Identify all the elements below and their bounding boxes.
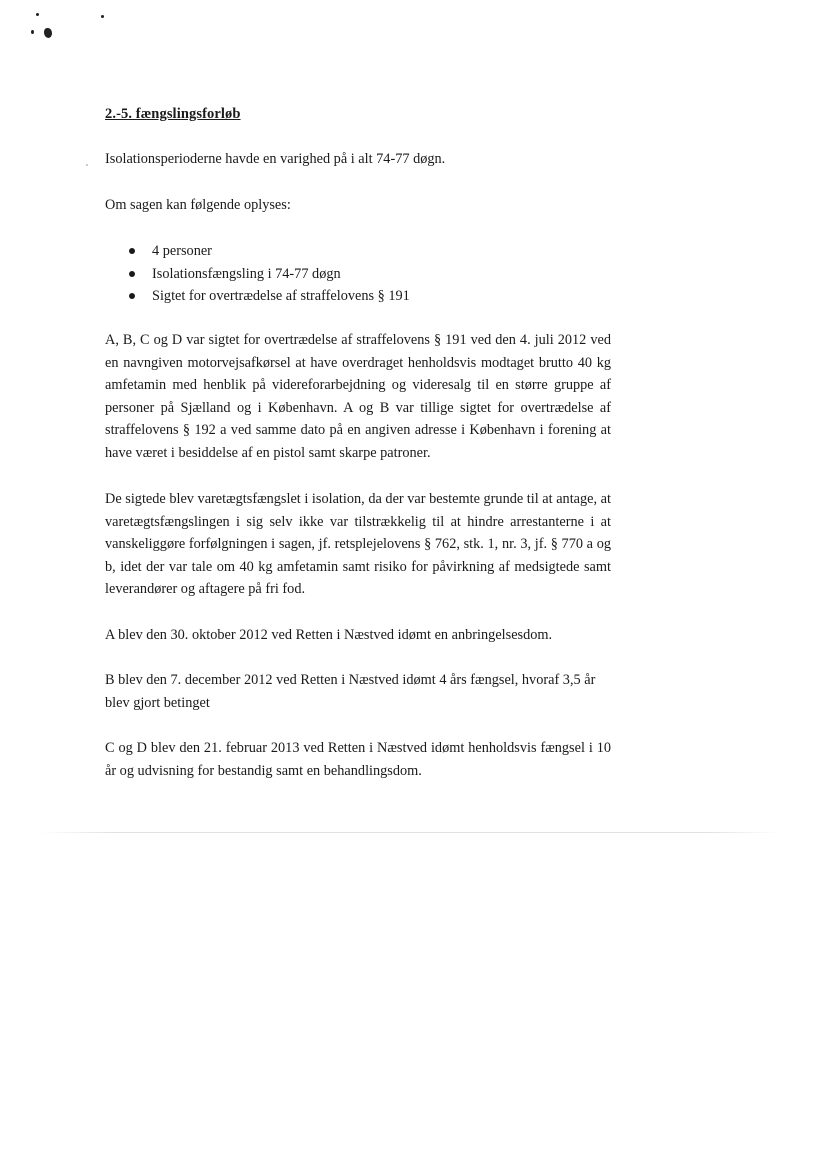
scan-speck xyxy=(86,164,88,166)
paragraph-verdict-c-d: C og D blev den 21. februar 2013 ved Retten i Næstved idømt henholdsvis fængsel i 10 år og udvisning for bestandig samt en behandlingsdom. xyxy=(105,740,611,779)
list-item-text: 4 personer xyxy=(152,243,212,259)
scan-speck xyxy=(101,15,104,18)
scan-speck xyxy=(31,30,34,34)
paragraph-isolation-duration: Isolationsperioderne havde en varighed på i alt 74-77 døgn. xyxy=(105,151,446,167)
paragraph-verdict-b: B blev den 7. december 2012 ved Retten i Næstved idømt 4 års fængsel, hvoraf 3,5 år blev gjort betinget xyxy=(105,672,596,711)
list-item-text: Sigtet for overtrædelse af straffelovens § 191 xyxy=(152,288,410,305)
section-heading: 2.-5. fængslingsforløb xyxy=(105,106,241,122)
paragraph-charges: A, B, C og D var sigtet for overtrædelse af straffelovens § 191 ved den 4. juli 2012 ved en navngiven motorvejsafkørsel at have overdraget henholdsvis modtaget brutto 40 kg amfetamin med henblik på videreforarbejdning og videresalg til en større gruppe af personer på Sjælland og i København. A og B var tillige sigtet for overtrædelse af straffelovens § 192 a ved samme dato på en angiven adresse i København i forening at have været i besiddelse af en pistol samt skarpe patroner. xyxy=(105,332,611,461)
list-item xyxy=(105,263,410,286)
list-item xyxy=(105,240,410,263)
paragraph-custody: De sigtede blev varetægtsfængslet i isolation, da der var bestemte grunde til at antage, at varetægtsfængslingen i sig selv ikke var tilstrækkelig til at hindre arrestanterne i at vanskeliggøre forfølgningen i sagen, jf. retsplejelovens § 762, stk. 1, nr. 3, jf. § 770 a og b, idet der var tale om 40 kg amfetamin samt risiko for påvirkning af medsigtede samt leverandører og aftagere på fri fod. xyxy=(105,491,611,598)
list-item-text: Isolationsfængsling i 74-77 døgn xyxy=(152,265,341,282)
scan-speck xyxy=(36,13,39,16)
scan-speck xyxy=(44,28,52,38)
bullet-icon xyxy=(129,248,135,254)
scan-artifact-line xyxy=(40,832,780,833)
bullet-icon xyxy=(129,293,135,299)
list-item xyxy=(105,285,410,308)
bullet-icon xyxy=(129,271,135,277)
paragraph-case-intro: Om sagen kan følgende oplyses: xyxy=(105,197,291,213)
case-facts-list xyxy=(105,240,410,308)
paragraph-verdict-a: A blev den 30. oktober 2012 ved Retten i Næstved idømt en anbringelsesdom. xyxy=(105,627,553,643)
